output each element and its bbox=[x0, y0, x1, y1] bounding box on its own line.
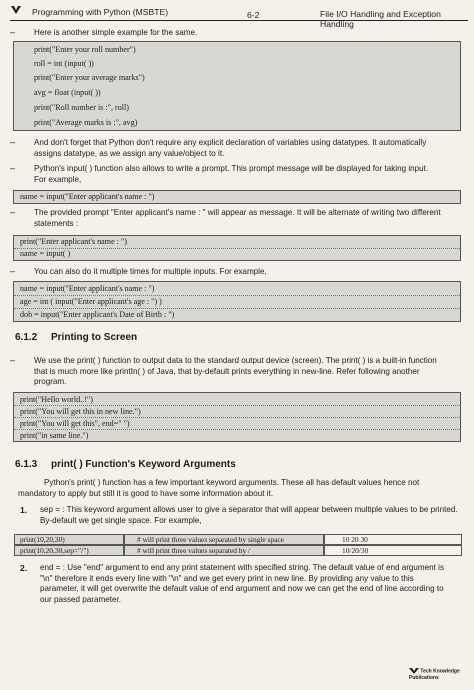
code-block-print bbox=[13, 392, 461, 442]
datatype-paragraph: And don't forget that Python don't require any explicit declaration of variables using datatypes. It automatically assigns datatype, as we assign any value/object to it. bbox=[34, 138, 427, 158]
code-line: name = input( ) bbox=[20, 249, 71, 258]
printing-paragraph: We use the print( ) function to output data to the standard output device (screen). The print( ) is a built-in function that is much more like printIn( ) of Java, that by-default prints everything in new-line. Refer following another program. bbox=[34, 356, 437, 387]
bullet-dash: – bbox=[10, 207, 16, 217]
multiple-paragraph: You can also do it multiple times for multiple inputs. For example, bbox=[34, 267, 267, 276]
publisher-logo-icon bbox=[10, 4, 22, 16]
table-cell-output: 10/20/30 bbox=[324, 545, 462, 556]
code-line: print("Roll number is :", roll) bbox=[34, 103, 129, 112]
table-cell-comment: # will print three values separated by single space bbox=[124, 534, 324, 545]
header-chapter-title: File I/O Handling and Exception Handling bbox=[320, 9, 441, 29]
code-line: name = input("Enter applicant's name : ") bbox=[20, 284, 155, 293]
section-heading-keyword-args: 6.1.3 print( ) Function's Keyword Arguments bbox=[15, 459, 236, 470]
code-line: avg = float (input( )) bbox=[34, 88, 101, 97]
end-paragraph: end = : Use "end" argument to end any print statement with specified string. The default value of end argument is "\n" therefore it ends every line with "\n" and we get every print in new line. By providing any value to this parameter, it will get overwrite the default value of end argument and now we can get the end of line according to our passed parameter. bbox=[40, 563, 444, 604]
table-row bbox=[14, 534, 462, 545]
table-cell-code: print(10,20,30,sep="/") bbox=[14, 545, 124, 556]
item-number: 2. bbox=[20, 563, 28, 573]
code-block-roll bbox=[13, 41, 461, 131]
keyword-args-paragraph: Python's print( ) function has a few important keyword arguments. These all has default values hence not mandatory to apply but still it is good to have some information about it. bbox=[18, 478, 420, 498]
code-line: print("Enter applicant's name : ") bbox=[20, 237, 127, 246]
bullet-dash: – bbox=[10, 163, 16, 173]
code-line: print("Enter your roll number") bbox=[34, 45, 136, 54]
code-line: age = int ( input("Enter applicant's age : ") ) bbox=[20, 297, 162, 306]
code-line: print("You will get this", end=" ") bbox=[20, 419, 130, 428]
table-cell-output: 10 20 30 bbox=[324, 534, 462, 545]
code-line: print("Enter your average marks") bbox=[34, 73, 145, 82]
item-number: 1. bbox=[20, 505, 28, 515]
header-book-title: Programming with Python (MSBTE) bbox=[32, 7, 169, 17]
prompt-paragraph: The provided prompt "Enter applicant's name : " will appear as message. It will be alternate of writing two different statements : bbox=[34, 208, 441, 228]
footer-publisher-logo: Tech Knowledge Publications bbox=[409, 668, 460, 681]
code-line: print("Average marks is :", avg) bbox=[34, 118, 138, 127]
intro-text: Here is another simple example for the same. bbox=[34, 28, 198, 37]
sep-example-table bbox=[14, 534, 462, 556]
bullet-dash: – bbox=[10, 355, 16, 365]
code-block-input-prompt bbox=[13, 190, 461, 204]
table-row bbox=[14, 545, 462, 556]
publisher-logo-icon bbox=[409, 667, 419, 675]
page-header bbox=[10, 4, 468, 29]
table-cell-code: print(10,20,30) bbox=[14, 534, 124, 545]
sep-paragraph: sep = : This keyword argument allows user to give a separator that will appear between multiple values to be printed. By-default we get single space. For example, bbox=[40, 505, 458, 525]
code-line: print("in same line.") bbox=[20, 431, 89, 440]
bullet-dash: – bbox=[10, 266, 16, 276]
input-paragraph: Python's input( ) function also allows to write a prompt. This prompt message will be displayed for taking input. For example, bbox=[34, 164, 429, 184]
code-line: name = input("Enter applicant's name : ") bbox=[20, 192, 155, 201]
code-separator bbox=[14, 248, 460, 249]
code-line: roll = int (input( )) bbox=[34, 59, 94, 68]
bullet-dash: – bbox=[10, 137, 16, 147]
code-line: dob = input("Enter applicant's Date of Birth : ") bbox=[20, 310, 175, 319]
code-line: print("You will get this in new line.") bbox=[20, 407, 141, 416]
header-page-number: 6-2 bbox=[247, 10, 260, 20]
table-cell-comment: # will print three values separated by / bbox=[124, 545, 324, 556]
code-block-multiple bbox=[13, 281, 461, 322]
code-block-alternate bbox=[13, 235, 461, 261]
section-heading-printing: 6.1.2 Printing to Screen bbox=[15, 332, 138, 343]
code-line: print("Hello world..!") bbox=[20, 395, 93, 404]
bullet-dash: – bbox=[10, 27, 16, 37]
